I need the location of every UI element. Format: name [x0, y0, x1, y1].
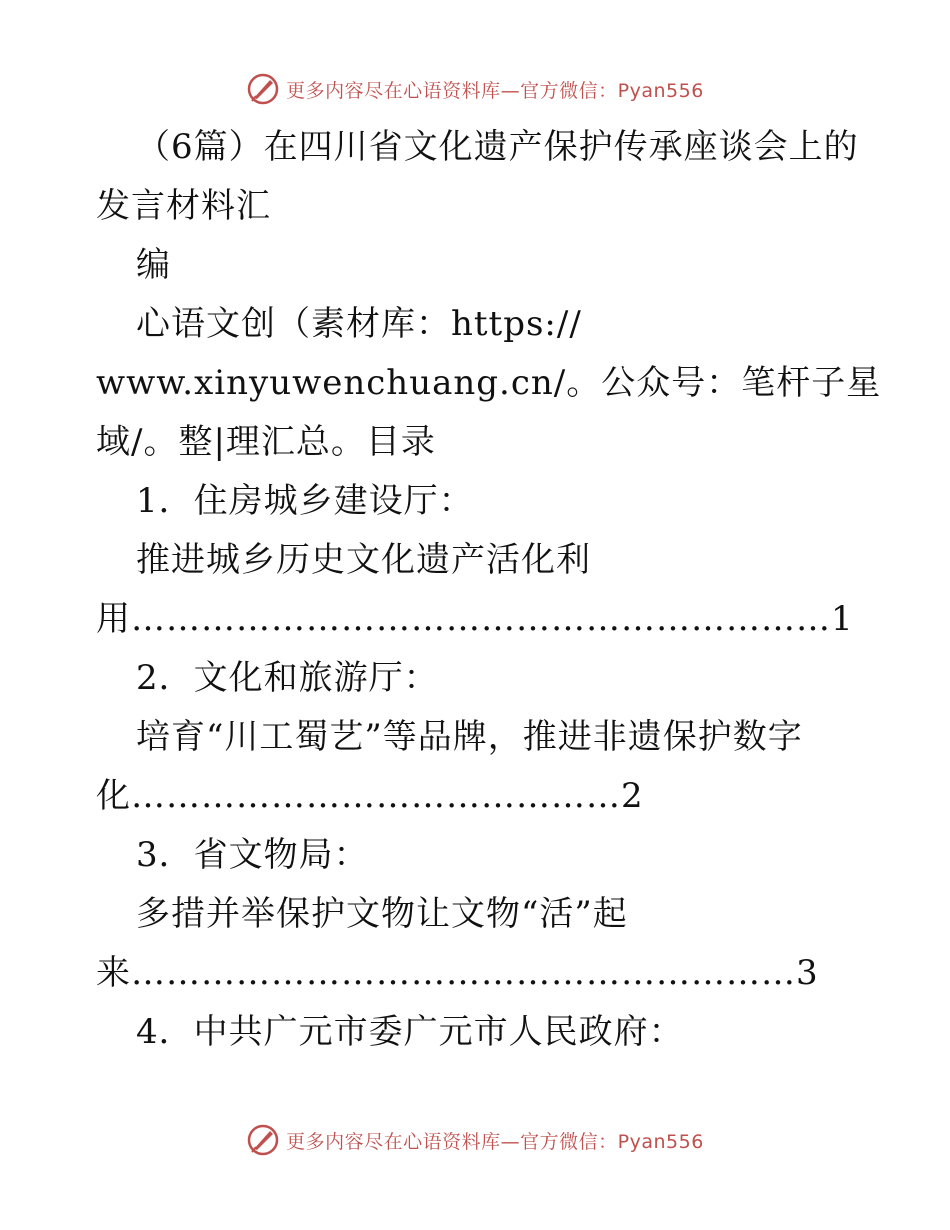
doc-title-line-3: 编: [136, 245, 171, 285]
toc-entry-3-leader: 来…………………………………………………3: [96, 953, 819, 993]
document-body: [96, 118, 882, 1062]
toc-heading-1: 1．住房城乡建设厅：: [136, 481, 474, 521]
header-banner-text: 更多内容尽在心语资料库—官方微信：Pyan556: [286, 79, 704, 102]
footer-banner-text: 更多内容尽在心语资料库—官方微信：Pyan556: [286, 1130, 704, 1153]
quill-pen-logo-icon: [246, 1123, 280, 1157]
toc-entry-3-title: 多措并举保护文物让文物“活”起: [136, 894, 628, 934]
doc-title-line-1: （6篇）在四川省文化遗产保护传承座谈会上的: [136, 127, 859, 167]
doc-source-line-1: 心语文创（素材库：https://: [136, 304, 582, 344]
doc-source-line-2: www.xinyuwenchuang.cn/。公众号：笔杆子星: [96, 363, 882, 403]
footer-banner: [0, 1123, 950, 1157]
quill-pen-logo-icon: [246, 72, 280, 106]
toc-entry-2-title: 培育“川工蜀艺”等品牌，推进非遗保护数字: [136, 717, 803, 757]
toc-heading-3: 3．省文物局：: [136, 835, 369, 875]
toc-entry-2-leader: 化……………………………………2: [96, 776, 644, 816]
doc-source-line-3: 域/。整|理汇总。目录: [96, 422, 436, 462]
toc-heading-2: 2．文化和旅游厅：: [136, 658, 439, 698]
header-banner: [0, 72, 950, 106]
toc-heading-4: 4．中共广元市委广元市人民政府：: [136, 1012, 684, 1052]
toc-entry-1-title: 推进城乡历史文化遗产活化利: [136, 540, 591, 580]
doc-title-line-2: 发言材料汇: [96, 186, 271, 226]
toc-entry-1-leader: 用……………………………………………………1: [96, 599, 854, 639]
